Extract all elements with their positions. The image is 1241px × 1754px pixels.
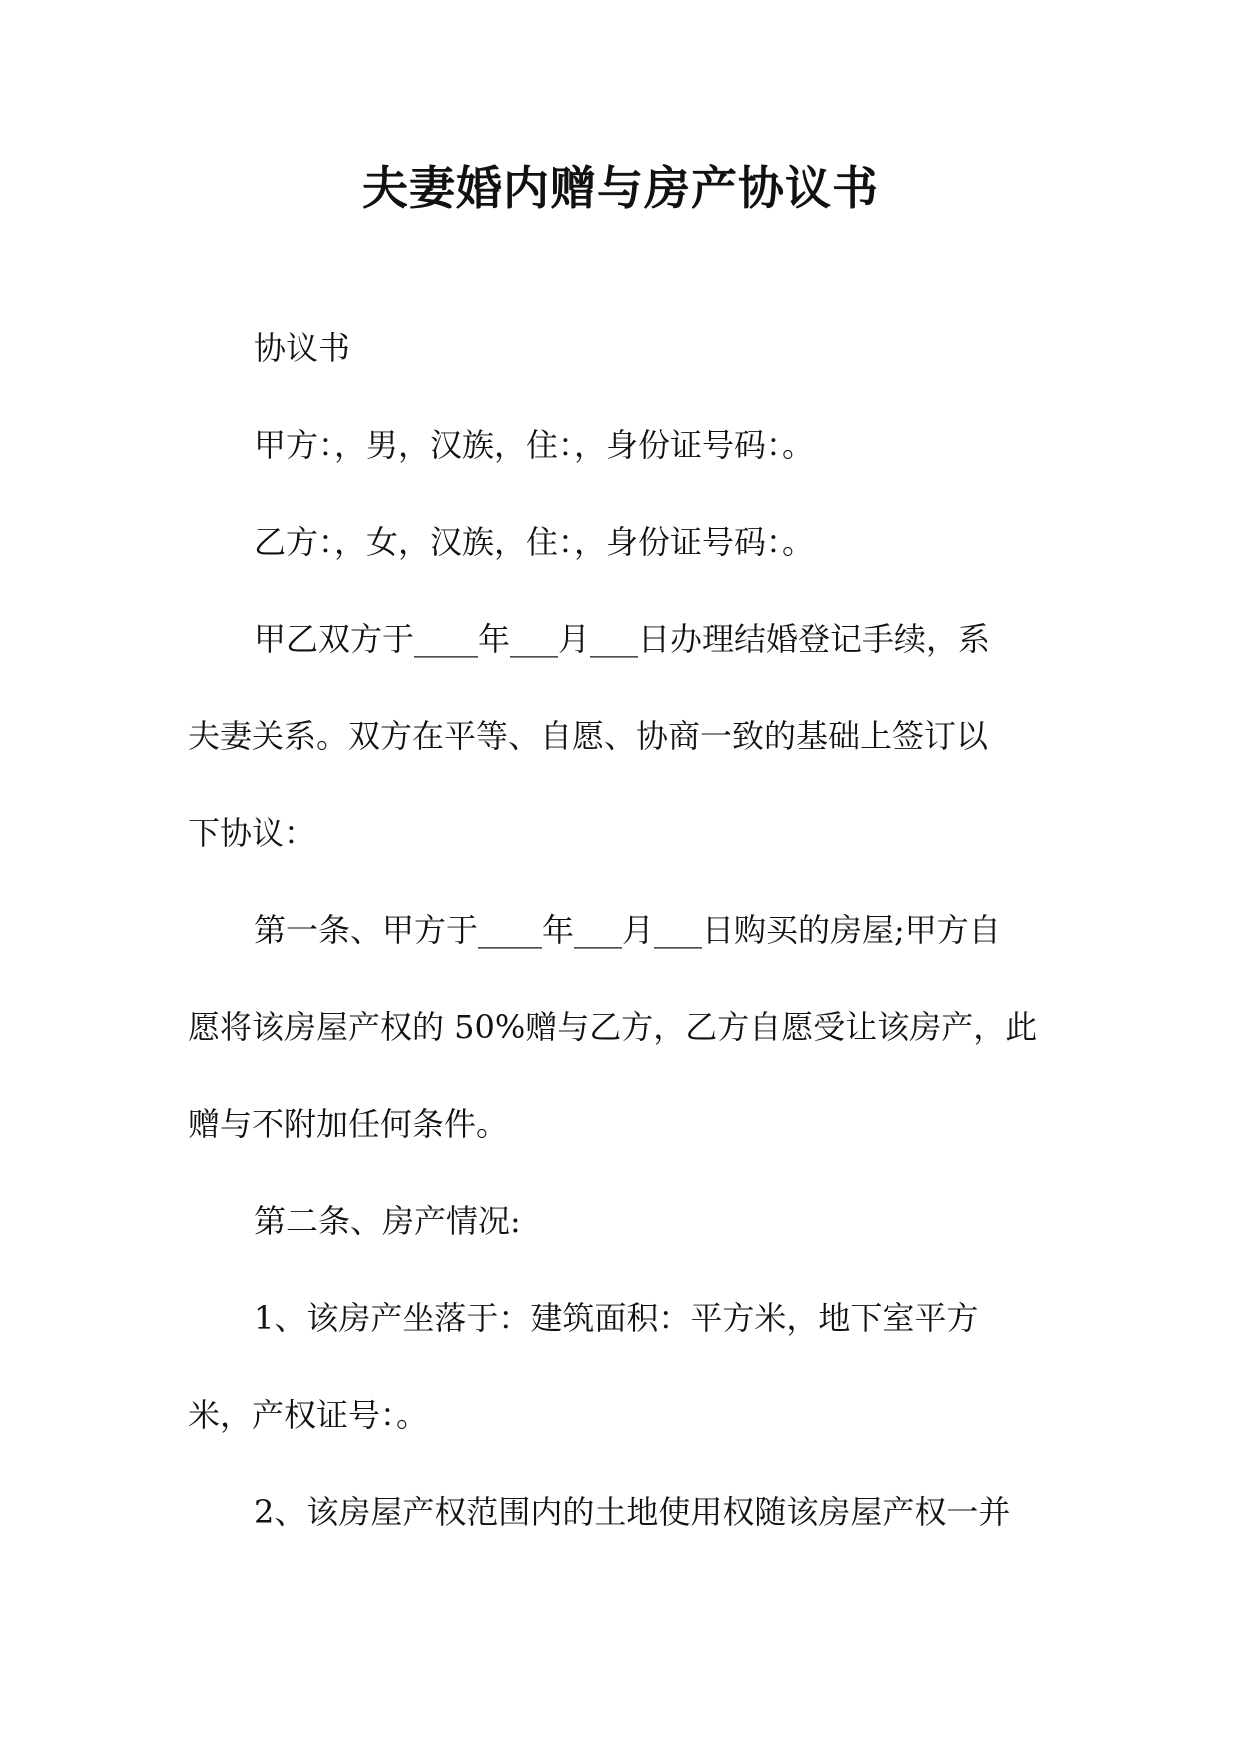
- marriage-line-3: 下协议：: [188, 814, 317, 852]
- article-1-line-2: 愿将该房屋产权的 50%赠与乙方，乙方自愿受让该房产，此: [188, 1008, 1038, 1046]
- document-title: 夫妻婚内赠与房产协议书: [362, 161, 879, 215]
- marriage-line-1: 甲乙双方于____年___月___日办理结婚登记手续，系: [254, 620, 991, 658]
- article-2-item-1-line-1: 1、该房产坐落于：建筑面积：平方米，地下室平方: [254, 1299, 979, 1337]
- article-2-item-2-line-1: 2、该房屋产权范围内的土地使用权随该房屋产权一并: [254, 1493, 1011, 1531]
- paragraph-heading: 协议书: [254, 329, 351, 367]
- document-body: [188, 300, 1058, 1561]
- article-2-item-1-line-2: 米，产权证号：。: [188, 1396, 429, 1434]
- marriage-line-2: 夫妻关系。双方在平等、自愿、协商一致的基础上签订以: [188, 717, 989, 755]
- party-a-line: 甲方：，男，汉族，住：，身份证号码：。: [254, 426, 815, 464]
- article-1-line-1: 第一条、甲方于____年___月___日购买的房屋;甲方自: [254, 911, 1001, 949]
- article-2-heading: 第二条、房产情况:: [254, 1202, 521, 1240]
- article-1-line-3: 赠与不附加任何条件。: [188, 1105, 509, 1143]
- party-b-line: 乙方：，女，汉族，住：，身份证号码：。: [254, 523, 815, 561]
